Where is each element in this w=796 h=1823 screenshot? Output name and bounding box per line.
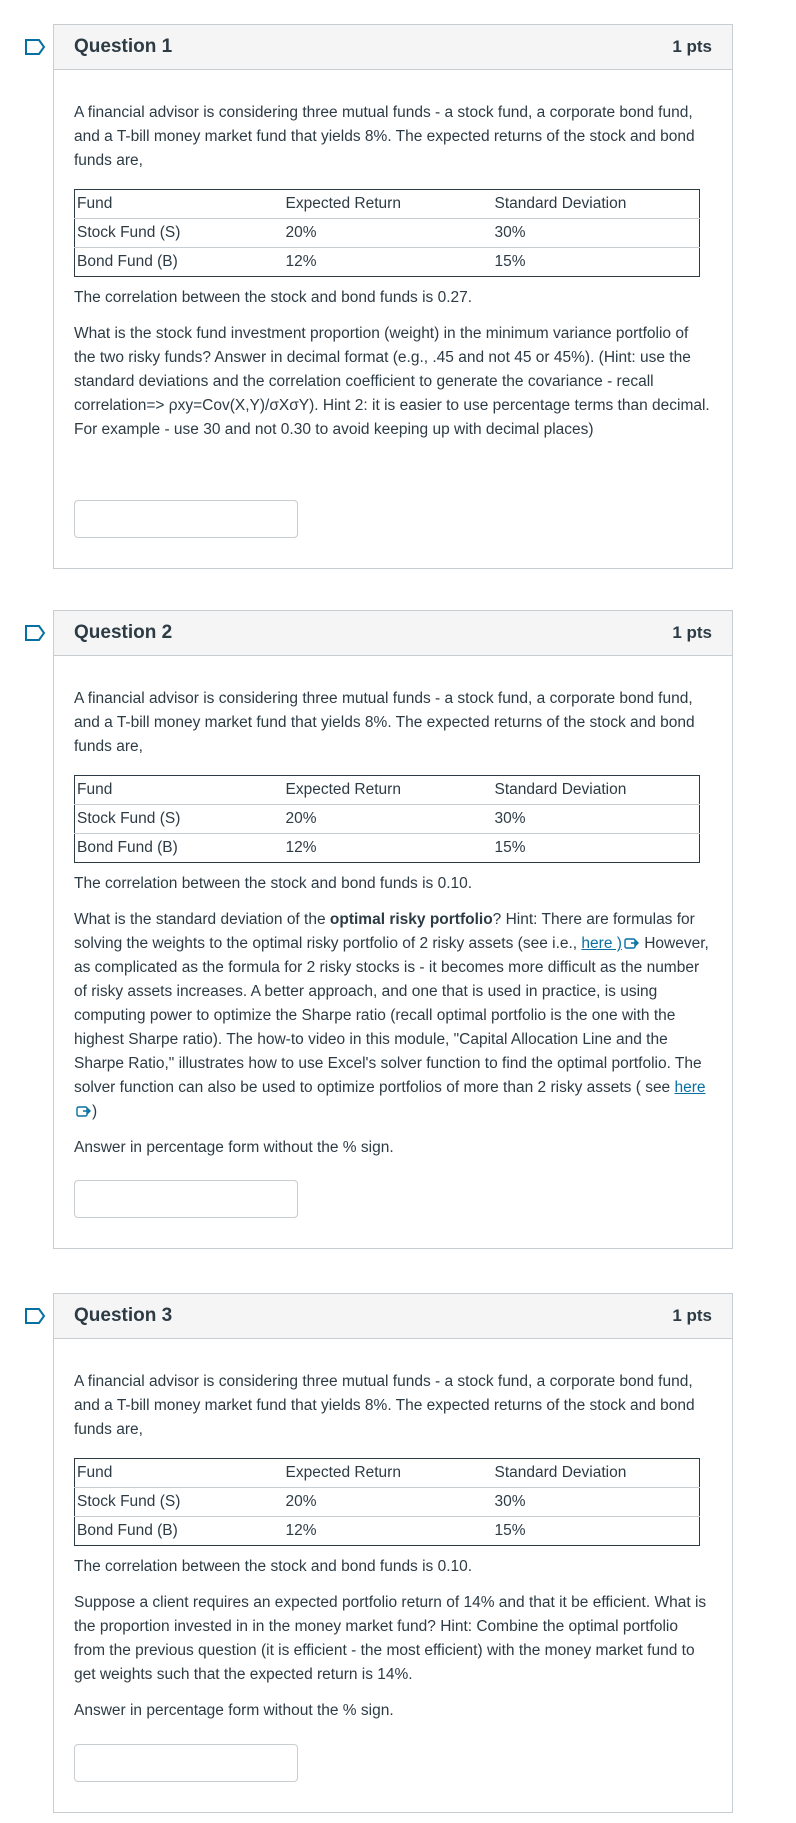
- table-cell: 12%: [285, 839, 317, 856]
- flag-question-icon[interactable]: [24, 38, 46, 56]
- prompt-bold-text: optimal risky portfolio: [329, 911, 493, 928]
- table-header-cell: Fund: [75, 1459, 284, 1488]
- question-header: [54, 1294, 732, 1339]
- question-body: [54, 70, 732, 442]
- prompt-text: What is the standard deviation of the: [74, 911, 330, 928]
- table-header-cell: Expected Return: [284, 1459, 493, 1488]
- question-prompt: [74, 908, 712, 1124]
- question-intro: A financial advisor is considering three mutual funds - a stock fund, a corporate bond fund, and a T-bill money market fund that yields 8%. The expected returns of the stock and bond funds are,: [74, 690, 695, 755]
- answer-note: Answer in percentage form without the % sign.: [74, 1139, 394, 1156]
- table-header-row: [75, 1459, 700, 1488]
- here-link-2[interactable]: here: [674, 1079, 706, 1096]
- funds-table: [74, 775, 700, 863]
- question-points: 1 pts: [672, 623, 712, 642]
- correlation-text: The correlation between the stock and bond funds is 0.10.: [74, 1558, 473, 1575]
- table-cell: Bond Fund (B): [77, 253, 178, 270]
- correlation-text: The correlation between the stock and bond funds is 0.10.: [74, 875, 473, 892]
- prompt-text: However, as complicated as the formula for 2 risky stocks is - it becomes more difficult as the number of risky assets increases. A better approach, and one that is used in practice, is using computing power to optimize the Sharpe ratio (recall optimal portfolio is the one with the highest Sharpe ratio). The how-to video in this module, "Capital Allocation Line and the Sharpe Ratio," illustrates how to use Excel's solver function to find the optimal portfolio. The solver function can also be used to optimize portfolios of more than 2 risky assets ( see: [74, 935, 709, 1096]
- table-cell: 15%: [494, 1522, 526, 1539]
- table-row: [75, 248, 700, 277]
- answer-note: Answer in percentage form without the % sign.: [74, 1702, 394, 1719]
- table-cell: Bond Fund (B): [77, 839, 178, 856]
- external-link-icon[interactable]: [624, 936, 640, 950]
- question-header: [54, 611, 732, 656]
- prompt-text: ? Hint: There are formulas for solving the weights to the optimal risky portfolio of 2 risky assets (see i.e.,: [74, 911, 695, 952]
- funds-table: [74, 1458, 700, 1546]
- correlation-text: The correlation between the stock and bond funds is 0.27.: [74, 289, 473, 306]
- question-card: [53, 610, 733, 1249]
- question-points: 1 pts: [672, 37, 712, 56]
- question-points: 1 pts: [672, 1306, 712, 1325]
- question-prompt: What is the stock fund investment proportion (weight) in the minimum variance portfolio of the two risky funds? Answer in decimal format (e.g., .45 and not 45 or 45%). (Hint: use the standard deviations and the correlation coefficient to generate the covariance - recall correlation=> ρxy=Cov(X,Y)/σXσY). Hint 2: it is easier to use percentage terms than decimal. For example - use 30 and not 0.30 to avoid keeping up with decimal places): [74, 325, 710, 438]
- table-cell: 30%: [493, 805, 700, 834]
- question-body: [54, 656, 732, 1160]
- table-header-cell: Fund: [75, 776, 284, 805]
- table-header-cell: Expected Return: [284, 190, 493, 219]
- table-cell: 12%: [285, 1522, 317, 1539]
- question-card: [53, 1293, 733, 1813]
- question-title: Question 2: [74, 622, 173, 643]
- answer-input[interactable]: [74, 500, 298, 538]
- table-row: [75, 834, 700, 863]
- funds-table: [74, 189, 700, 277]
- table-header-row: [75, 190, 700, 219]
- question-body: [54, 1339, 732, 1723]
- table-row: [75, 1488, 700, 1517]
- table-row: [75, 805, 700, 834]
- table-cell: Stock Fund (S): [75, 1488, 284, 1517]
- external-link-icon[interactable]: [76, 1104, 92, 1118]
- table-cell: 30%: [493, 219, 700, 248]
- question-intro: A financial advisor is considering three mutual funds - a stock fund, a corporate bond fund, and a T-bill money market fund that yields 8%. The expected returns of the stock and bond funds are,: [74, 1373, 695, 1438]
- table-cell: Stock Fund (S): [75, 805, 284, 834]
- table-cell: 30%: [493, 1488, 700, 1517]
- table-cell: 12%: [285, 253, 317, 270]
- table-cell: 15%: [494, 839, 526, 856]
- table-header-cell: Expected Return: [284, 776, 493, 805]
- question-header: [54, 25, 732, 70]
- prompt-text: ): [92, 1103, 98, 1120]
- flag-question-icon[interactable]: [24, 624, 46, 642]
- table-cell: 20%: [284, 219, 493, 248]
- question-intro: A financial advisor is considering three mutual funds - a stock fund, a corporate bond fund, and a T-bill money market fund that yields 8%. The expected returns of the stock and bond funds are,: [74, 104, 695, 169]
- question-title: Question 3: [74, 1305, 173, 1326]
- flag-question-icon[interactable]: [24, 1307, 46, 1325]
- table-row: [75, 1517, 700, 1546]
- question-prompt: Suppose a client requires an expected portfolio return of 14% and that it be efficient. What is the proportion invested in in the money market fund? Hint: Combine the optimal portfolio from the previous question (it is efficient - the most efficient) with the money market fund to get weights such that the expected return is 14%.: [74, 1594, 707, 1683]
- here-link-1[interactable]: here ): [581, 935, 622, 952]
- answer-input[interactable]: [74, 1744, 298, 1782]
- table-cell: 20%: [284, 1488, 493, 1517]
- question-card: [53, 24, 733, 569]
- table-cell: Stock Fund (S): [75, 219, 284, 248]
- table-header-cell: Fund: [75, 190, 284, 219]
- table-header-cell: Standard Deviation: [493, 190, 700, 219]
- table-cell: Bond Fund (B): [77, 1522, 178, 1539]
- table-cell: 20%: [284, 805, 493, 834]
- table-header-cell: Standard Deviation: [493, 1459, 700, 1488]
- table-row: [75, 219, 700, 248]
- table-cell: 15%: [494, 253, 526, 270]
- table-header-cell: Standard Deviation: [493, 776, 700, 805]
- question-title: Question 1: [74, 36, 173, 57]
- table-header-row: [75, 776, 700, 805]
- answer-input[interactable]: [74, 1180, 298, 1218]
